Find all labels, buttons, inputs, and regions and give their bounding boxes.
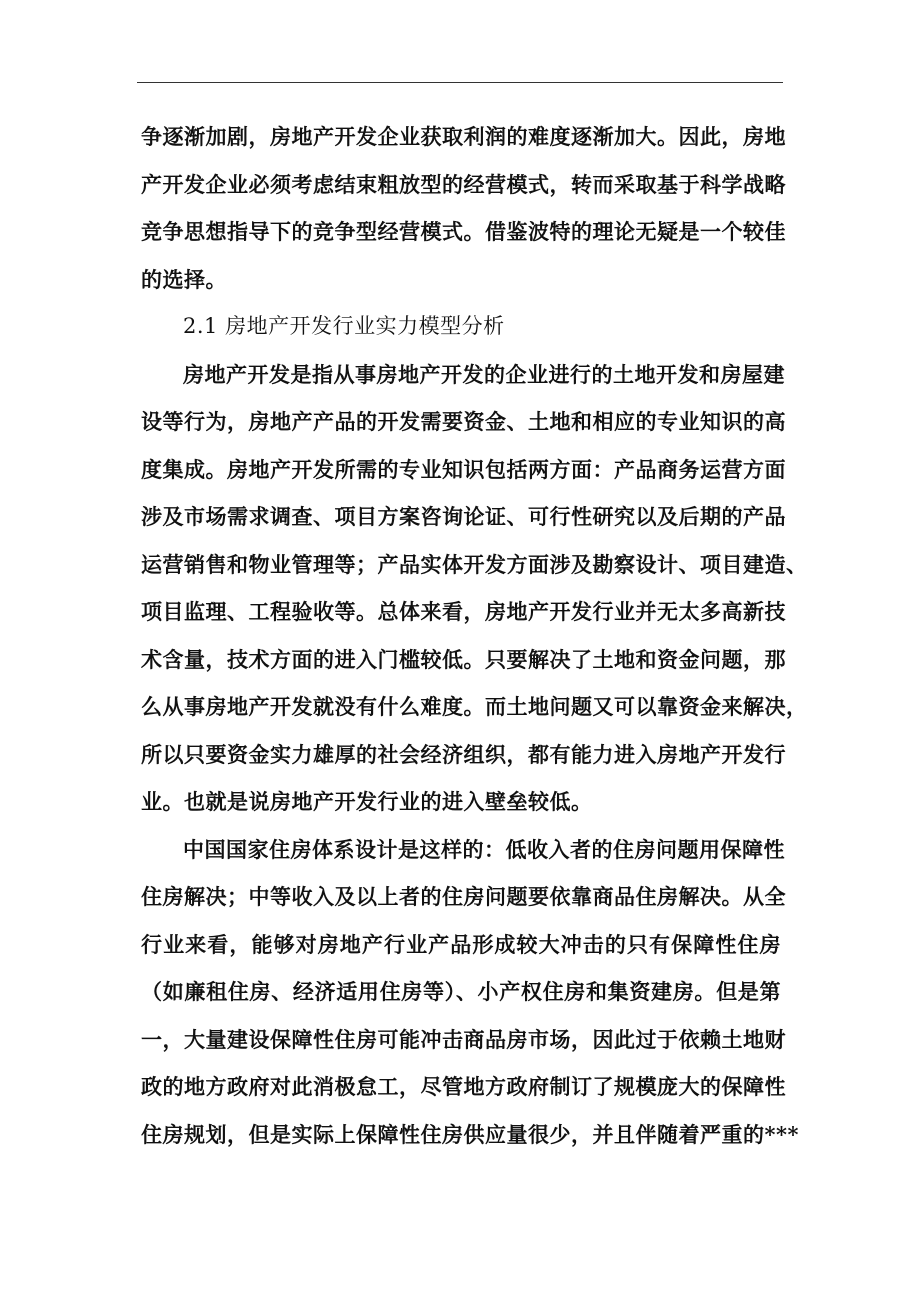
text-line: 业。也就是说房地产开发行业的进入壁垒较低。 [141,789,593,814]
text-line: 住房规划，但是实际上保障性住房供应量很少，并且伴随着严重的*** [141,1121,799,1147]
text-line: 住房解决；中等收入及以上者的住房问题要依靠商品住房解决。从全 [141,884,786,909]
text-line: 术含量，技术方面的进入门槛较低。只要解决了土地和资金问题，那 [141,646,786,672]
text-line: 的选择。 [141,266,227,292]
text-line: 争逐渐加剧，房地产开发企业获取利润的难度逐渐加大。因此，房地 [141,124,786,149]
document-body [141,113,808,1158]
text-line: （如廉租住房、经济适用住房等）、小产权住房和集资建房。但是第 [141,979,781,1004]
text-line: 所以只要资金实力雄厚的社会经济组织，都有能力进入房地产开发行 [141,741,786,767]
text-line: 么从事房地产开发就没有什么难度。而土地问题又可以靠资金来解决， [141,694,808,719]
text-line: 产开发企业必须考虑结束粗放型的经营模式，转而采取基于科学战略 [141,171,786,197]
text-line: 房地产开发是指从事房地产开发的企业进行的土地开发和房屋建 [183,361,785,387]
text-line: 设等行为，房地产产品的开发需要资金、土地和相应的专业知识的高 [141,409,786,434]
text-line: 涉及市场需求调查、项目方案咨询论证、可行性研究以及后期的产品 [141,504,786,529]
text-line: 运营销售和物业管理等；产品实体开发方面涉及勘察设计、项目建造、 [141,551,808,577]
header-rule [137,82,783,83]
section-heading: 2.1 房地产开发行业实力模型分析 [183,314,505,338]
text-line: 中国国家住房体系设计是这样的：低收入者的住房问题用保障性 [183,836,785,862]
text-line: 一，大量建设保障性住房可能冲击商品房市场，因此过于依赖土地财 [141,1026,786,1052]
text-line: 项目监理、工程验收等。总体来看，房地产开发行业并无太多高新技 [141,599,786,624]
text-line: 竞争思想指导下的竞争型经营模式。借鉴波特的理论无疑是一个较佳 [141,219,786,244]
text-line: 政的地方政府对此消极怠工，尽管地方政府制订了规模庞大的保障性 [141,1074,786,1099]
text-line: 度集成。房地产开发所需的专业知识包括两方面：产品商务运营方面 [141,456,786,482]
text-line: 行业来看，能够对房地产行业产品形成较大冲击的只有保障性住房 [141,931,781,957]
